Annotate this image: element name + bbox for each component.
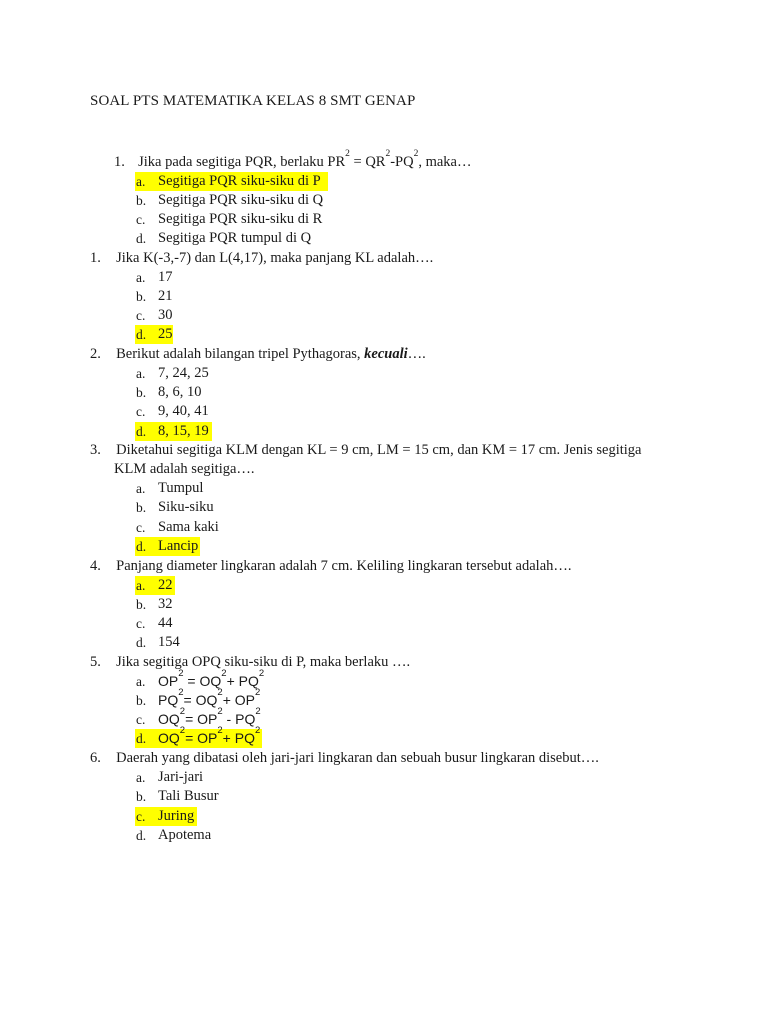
question-0-text-c: -PQ <box>390 154 414 170</box>
formula-part: + PQ <box>226 673 259 689</box>
option-text: Lancip <box>158 538 199 554</box>
option-letter: d. <box>136 539 147 554</box>
question-3-continued <box>114 460 255 480</box>
option-letter: c. <box>136 404 146 419</box>
formula-part: = OQ <box>183 673 222 689</box>
question-1-number: 1. <box>90 250 101 266</box>
question-2-text-a: Berikut adalah bilangan tripel Pythagoras, <box>116 346 365 362</box>
option-text: Segitiga PQR siku-siku di Q <box>158 192 324 208</box>
question-6-number: 6. <box>90 750 101 766</box>
option-letter: b. <box>136 693 147 708</box>
question-5-text: Jika segitiga OPQ siku-siku di P, maka berlaku …. <box>116 654 411 670</box>
question-2-emphasis: kecuali <box>364 346 408 362</box>
question-4-number: 4. <box>90 558 101 574</box>
option-text: Juring <box>158 808 195 824</box>
formula-sup: 2 <box>217 687 223 698</box>
option-letter: d. <box>136 424 147 439</box>
formula-part: OP <box>158 673 179 689</box>
formula-part: PQ <box>158 692 179 708</box>
option-text: 30 <box>158 307 173 323</box>
question-5 <box>90 653 410 673</box>
option-letter: b. <box>136 789 147 804</box>
formula-sup: 2 <box>258 668 265 679</box>
question-4-text: Panjang diameter lingkaran adalah 7 cm. Keliling lingkaran tersebut adalah…. <box>116 558 572 574</box>
option-letter: a. <box>136 674 146 689</box>
document-title: SOAL PTS MATEMATIKA KELAS 8 SMT GENAP <box>90 93 416 109</box>
option-text: 21 <box>158 288 173 304</box>
question-3-number: 3. <box>90 442 101 458</box>
question-4 <box>90 557 572 577</box>
formula-sup: 2 <box>178 687 184 698</box>
option-letter: a. <box>136 481 146 496</box>
option-letter: d. <box>136 828 147 843</box>
option-formula <box>158 725 261 749</box>
formula-part: = OP <box>185 711 218 727</box>
option-text: Siku-siku <box>158 499 214 515</box>
question-1-text: Jika K(-3,-7) dan L(4,17), maka panjang KL adalah…. <box>116 250 434 266</box>
question-0-sup-1: 2 <box>345 149 350 159</box>
option-text: 8, 6, 10 <box>158 384 202 400</box>
question-1 <box>90 249 433 269</box>
option-letter: a. <box>136 366 146 381</box>
formula-sup: 2 <box>217 725 223 736</box>
option-letter: b. <box>136 385 147 400</box>
option-text: Segitiga PQR siku-siku di R <box>158 211 323 227</box>
option-letter: b. <box>136 597 147 612</box>
option-letter: d. <box>136 327 147 342</box>
formula-sup: 2 <box>255 706 261 717</box>
option-letter: d. <box>136 231 147 246</box>
formula-sup: 2 <box>179 706 186 717</box>
option-text: 9, 40, 41 <box>158 403 209 419</box>
question-3 <box>90 441 642 461</box>
formula-sup: 2 <box>221 668 227 679</box>
question-2 <box>90 345 426 365</box>
question-0 <box>114 149 472 173</box>
option-text: Segitiga PQR siku-siku di P <box>158 173 321 189</box>
option-letter: a. <box>136 270 146 285</box>
option-text: 17 <box>158 269 173 285</box>
option-text: Jari-jari <box>158 769 204 785</box>
option-letter: c. <box>136 809 146 824</box>
option-text: 8, 15, 19 <box>158 423 209 439</box>
option-formula <box>158 687 261 711</box>
option-letter: c. <box>136 308 146 323</box>
question-2-number: 2. <box>90 346 101 362</box>
option-letter: d. <box>136 635 147 650</box>
option-letter: a. <box>136 174 146 189</box>
question-3-line-1: Diketahui segitiga KLM dengan KL = 9 cm, LM = 15 cm, dan KM = 17 cm. Jenis segitiga <box>116 442 642 458</box>
option-text: 154 <box>158 634 180 650</box>
option-letter: c. <box>136 616 146 631</box>
formula-sup: 2 <box>178 668 184 679</box>
option-text: 25 <box>158 326 173 342</box>
formula-sup: 2 <box>254 687 261 698</box>
formula-part: = OQ <box>183 692 218 708</box>
question-0-sup-2: 2 <box>385 149 391 159</box>
option-text: Tumpul <box>158 480 204 496</box>
option-text: Segitiga PQR tumpul di Q <box>158 230 312 246</box>
option-letter: a. <box>136 770 146 785</box>
option-letter: c. <box>136 712 146 727</box>
option-letter: c. <box>136 520 146 535</box>
option-letter: b. <box>136 500 147 515</box>
formula-sup: 2 <box>254 725 261 736</box>
question-6 <box>90 749 599 769</box>
formula-part: + PQ <box>222 730 255 746</box>
option-text: Tali Busur <box>158 788 219 804</box>
option-text: Apotema <box>158 827 212 843</box>
formula-part: OQ <box>158 711 180 727</box>
question-2-text-c: …. <box>407 346 426 362</box>
option-letter: c. <box>136 212 146 227</box>
question-0-text-b: = QR <box>349 154 386 170</box>
formula-part: + OP <box>222 692 255 708</box>
formula-part: = OP <box>185 730 218 746</box>
question-5-number: 5. <box>90 654 101 670</box>
question-0-text-a: Jika pada segitiga PQR, berlaku PR <box>138 154 346 170</box>
question-6-text: Daerah yang dibatasi oleh jari-jari lingkaran dan sebuah busur lingkaran disebut…. <box>116 750 599 766</box>
option-letter: d. <box>136 731 147 746</box>
option-text: Sama kaki <box>158 519 219 535</box>
option-formula <box>158 706 261 730</box>
option-text: 32 <box>158 596 173 612</box>
formula-sup: 2 <box>179 725 186 736</box>
option-text: 44 <box>158 615 173 631</box>
formula-part: - PQ <box>222 711 256 727</box>
option-letter: b. <box>136 193 147 208</box>
question-0-sup-3: 2 <box>413 149 419 159</box>
option-text: 22 <box>158 577 173 593</box>
option-letter: b. <box>136 289 147 304</box>
formula-sup: 2 <box>217 706 223 717</box>
option-letter: a. <box>136 578 146 593</box>
formula-part: OQ <box>158 730 180 746</box>
question-0-number: 1. <box>114 154 125 170</box>
question-3-line-2: KLM adalah segitiga…. <box>114 461 255 477</box>
option-formula <box>158 668 265 692</box>
option-text: 7, 24, 25 <box>158 365 209 381</box>
question-0-text-d: , maka… <box>418 154 472 170</box>
